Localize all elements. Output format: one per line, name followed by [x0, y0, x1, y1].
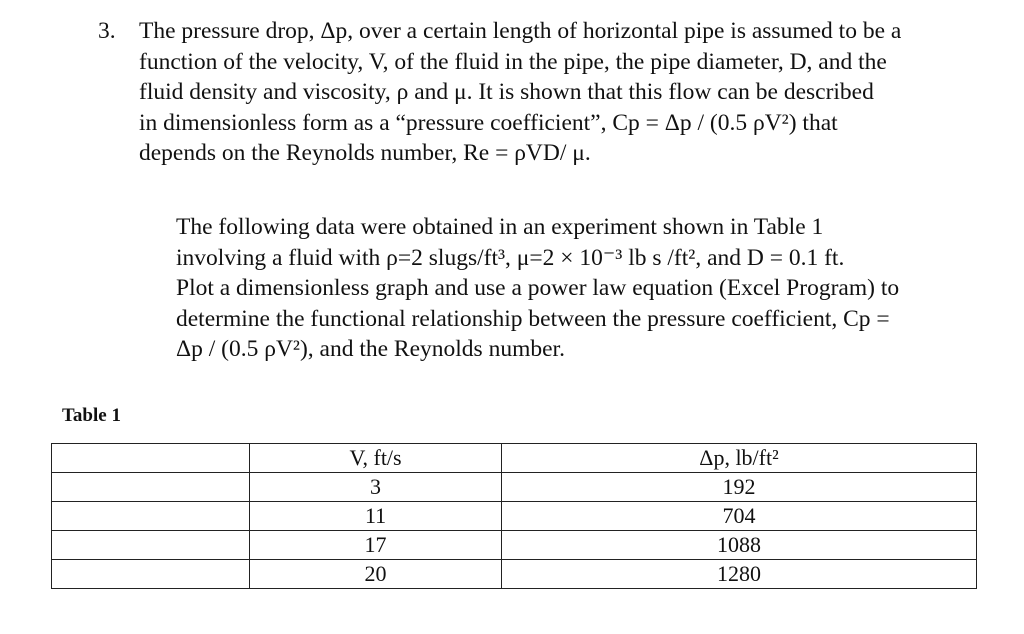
table-row: [52, 560, 977, 589]
instructions-line-5: Δp / (0.5 ρV²), and the Reynolds number.: [176, 336, 565, 362]
instructions-line-4: determine the functional relationship between the pressure coefficient, Cp =: [176, 305, 890, 332]
header-velocity: V, ft/s: [250, 444, 502, 473]
instructions-line-1: The following data were obtained in an experiment shown in Table 1: [176, 214, 824, 240]
problem-line-3: fluid density and viscosity, ρ and μ. It is shown that this flow can be described: [139, 79, 874, 105]
table-blank-cell: [52, 531, 250, 560]
table-blank-cell: [52, 444, 250, 473]
table-label: Table 1: [62, 405, 121, 426]
problem-line-2: function of the velocity, V, of the fluid in the pipe, the pipe diameter, D, and the: [139, 48, 887, 75]
table-blank-cell: [52, 502, 250, 531]
cell-pressure-drop: 192: [502, 473, 977, 502]
table-blank-cell: [52, 473, 250, 502]
header-pressure-drop: Δp, lb/ft²: [502, 444, 977, 473]
instructions-paragraph: [176, 212, 976, 365]
instructions-line-3: Plot a dimensionless graph and use a power law equation (Excel Program) to: [176, 275, 900, 301]
cell-velocity: 20: [250, 560, 502, 589]
cell-pressure-drop: 1088: [502, 531, 977, 560]
problem-number: 3.: [98, 18, 116, 44]
problem-line-4: in dimensionless form as a “pressure coefficient”, Cp = Δp / (0.5 ρV²) that: [139, 109, 838, 136]
problem-line-5: depends on the Reynolds number, Re = ρVD/ μ.: [139, 140, 591, 166]
cell-velocity: 3: [250, 473, 502, 502]
cell-velocity: 17: [250, 531, 502, 560]
table-row: [52, 502, 977, 531]
table-row: [52, 473, 977, 502]
problem-line-1: The pressure drop, Δp, over a certain length of horizontal pipe is assumed to be a: [139, 18, 902, 44]
cell-pressure-drop: 704: [502, 502, 977, 531]
instructions-line-2: involving a fluid with ρ=2 slugs/ft³, μ=2 × 10⁻³ lb s /ft², and D = 0.1 ft.: [176, 244, 845, 271]
table-header-row: [52, 444, 977, 473]
cell-velocity: 11: [250, 502, 502, 531]
data-table: [51, 443, 977, 589]
cell-pressure-drop: 1280: [502, 560, 977, 589]
table-row: [52, 531, 977, 560]
table-blank-cell: [52, 560, 250, 589]
